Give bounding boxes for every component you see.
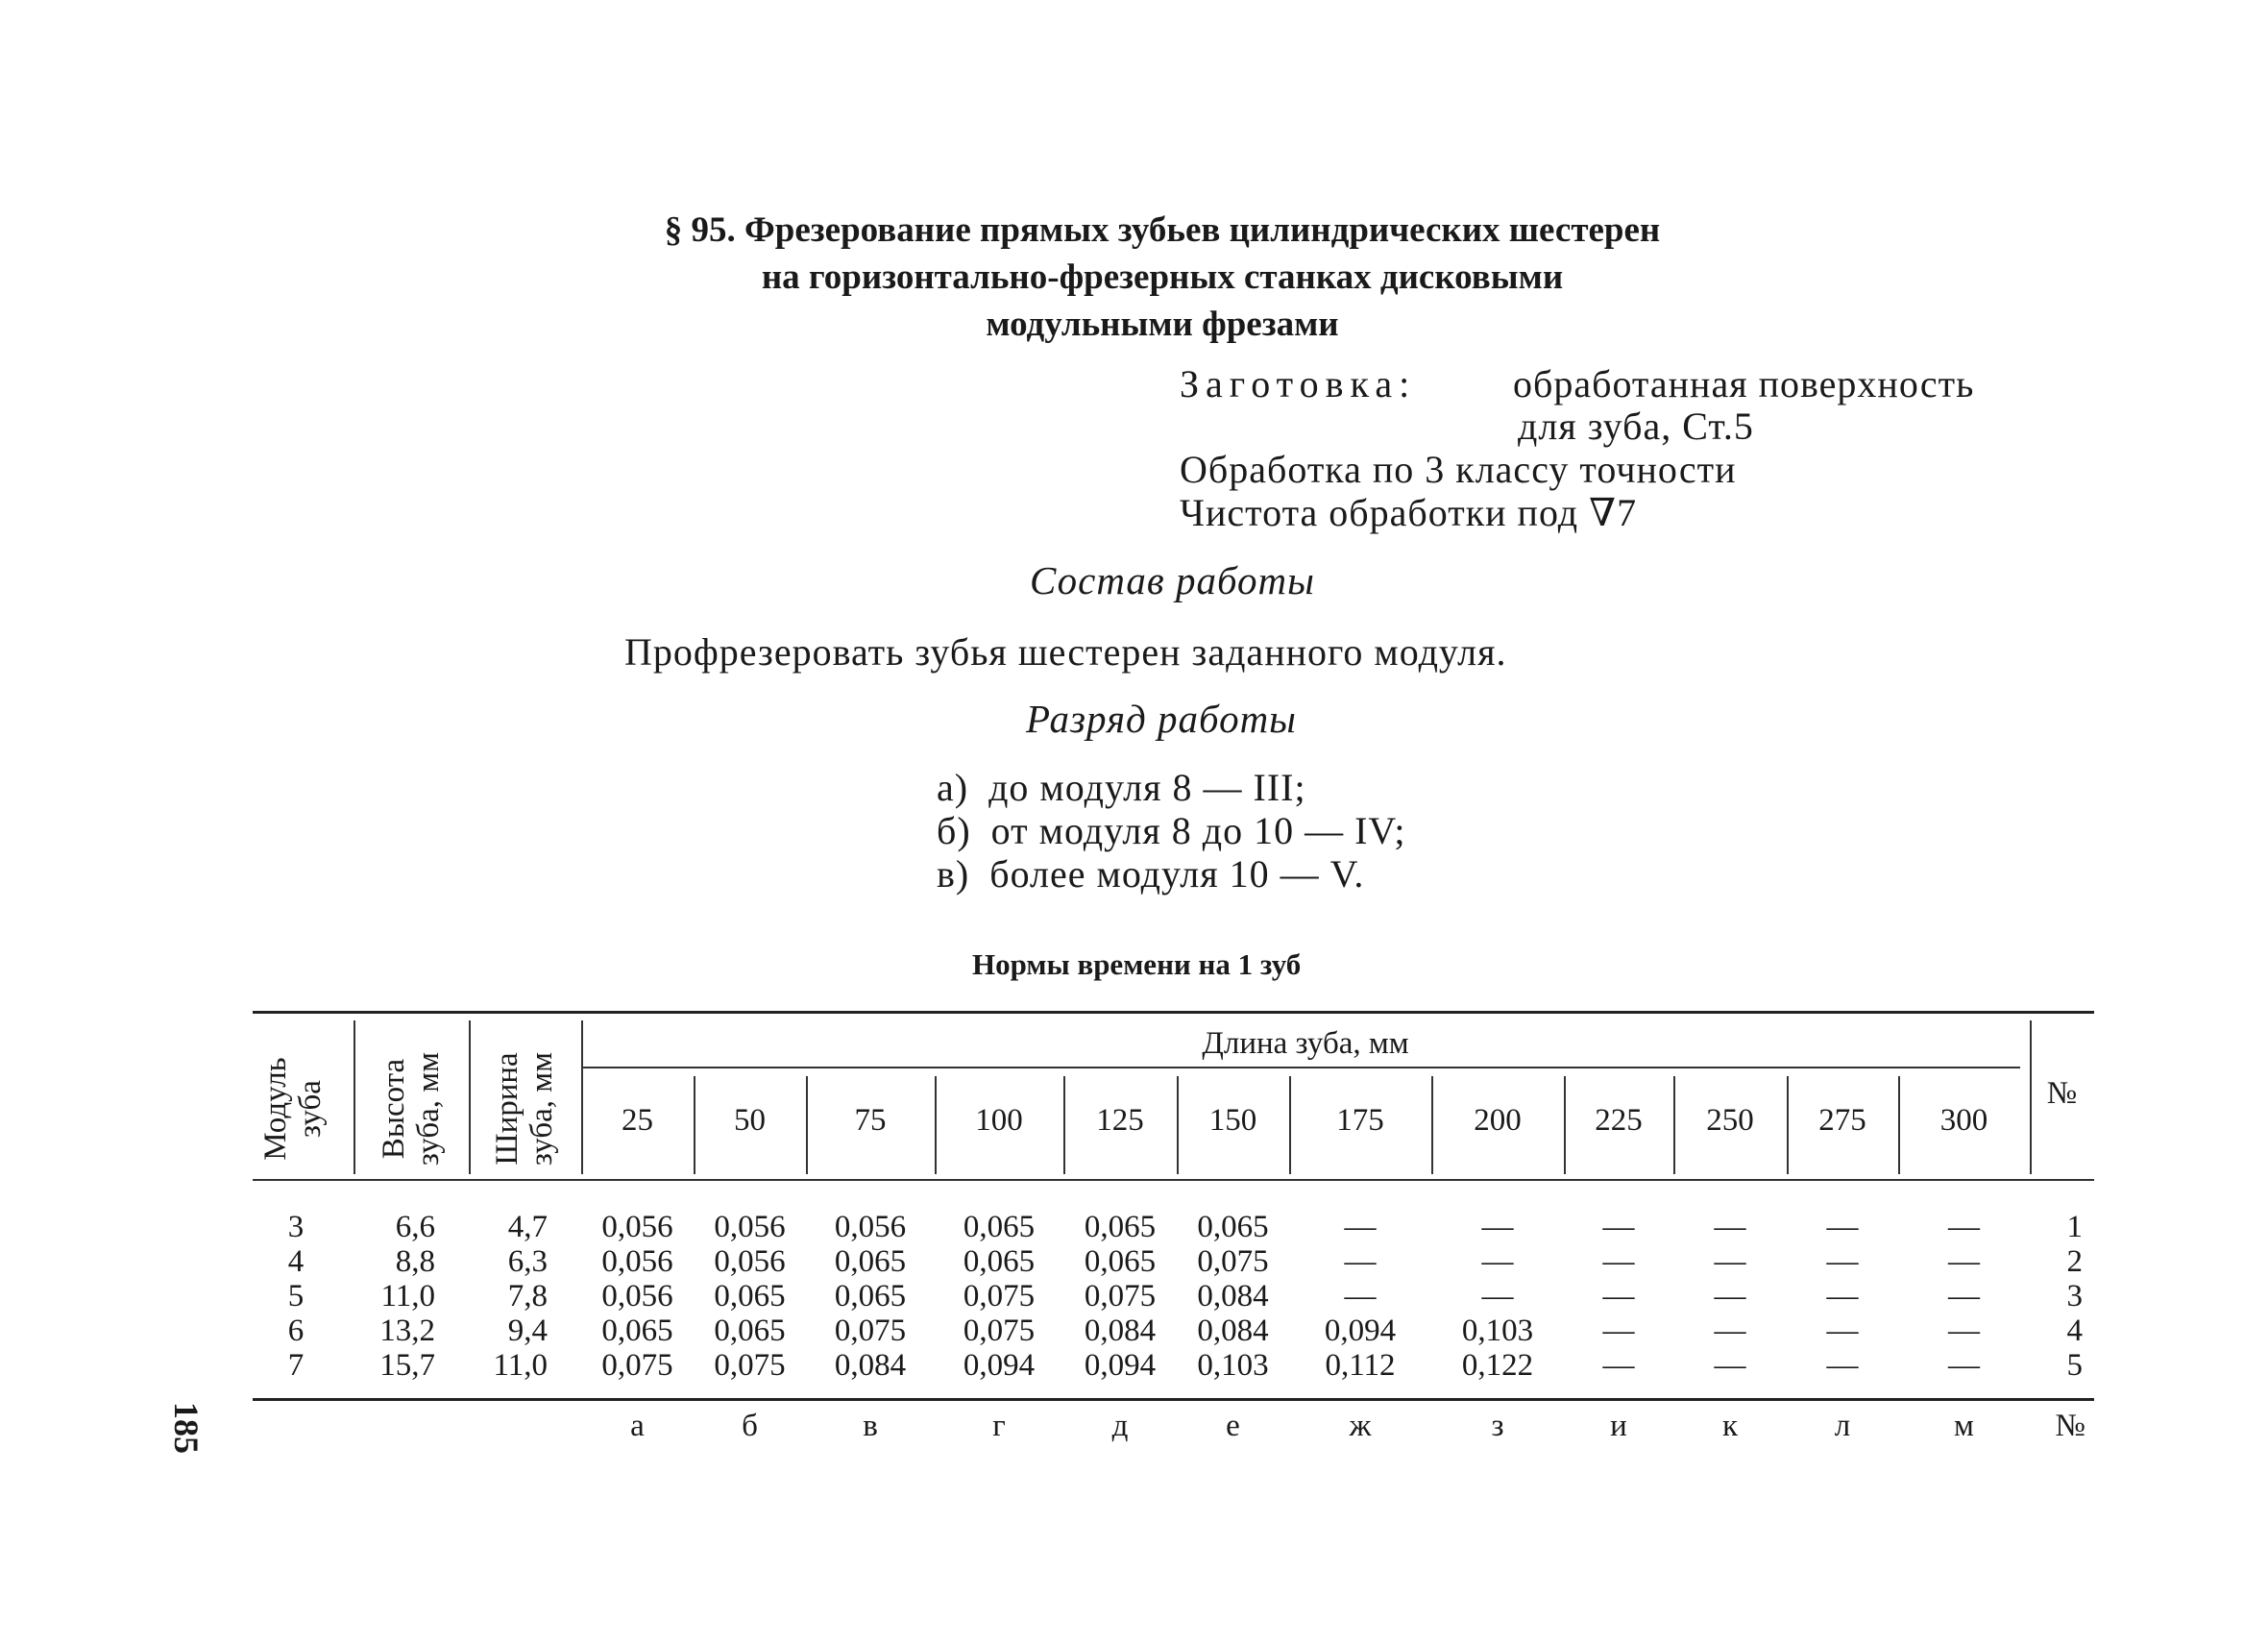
value-cell: 0,075 [963, 1279, 1036, 1314]
footer-letter: к [1721, 1409, 1739, 1443]
grade-mark: б) [937, 809, 971, 852]
value-cell: — [1481, 1210, 1514, 1244]
length-header: 200 [1474, 1103, 1522, 1138]
height-cell: 11,0 [380, 1279, 435, 1314]
work-heading: Состав работы [1030, 558, 1315, 602]
value-cell: 0,056 [714, 1210, 786, 1244]
width-header-line2: зуба, мм [524, 1051, 559, 1166]
surface-finish: Чистота обработки под ∇7 [1180, 491, 1638, 534]
length-header: 25 [622, 1103, 653, 1138]
value-cell: — [1344, 1210, 1377, 1244]
value-cell: 0,056 [601, 1210, 673, 1244]
length-header: 75 [854, 1103, 887, 1138]
width-cell: 4,7 [507, 1210, 548, 1244]
grade-item-a [937, 765, 1306, 810]
width-cell: 9,4 [507, 1314, 548, 1348]
width-cell: 11,0 [493, 1348, 548, 1383]
row-number-cell: 1 [2066, 1210, 2083, 1244]
value-cell: 0,056 [601, 1279, 673, 1314]
number-header: № [2046, 1076, 2078, 1111]
value-cell: 0,112 [1325, 1348, 1396, 1383]
page-number: 185 [167, 1402, 206, 1454]
footer-letter: в [863, 1409, 878, 1443]
value-cell: 0,065 [963, 1244, 1036, 1279]
length-header: 300 [1939, 1103, 1988, 1138]
height-cell: 6,6 [395, 1210, 435, 1244]
value-cell: 0,065 [1197, 1210, 1269, 1244]
header-divider [469, 1020, 471, 1174]
blank-value-line2: для зуба, Ст.5 [1518, 405, 1754, 448]
value-cell: 0,084 [1197, 1279, 1269, 1314]
value-cell: 0,075 [1197, 1244, 1269, 1279]
value-cell: — [1826, 1314, 1859, 1348]
length-header: 275 [1818, 1103, 1866, 1138]
value-cell: — [1826, 1348, 1859, 1383]
module-cell: 3 [287, 1210, 305, 1244]
value-cell: 0,056 [834, 1210, 907, 1244]
value-cell: — [1948, 1348, 1980, 1383]
value-cell: — [1344, 1244, 1377, 1279]
width-cell: 7,8 [507, 1279, 548, 1314]
value-cell: 0,056 [601, 1244, 673, 1279]
module-cell: 7 [287, 1348, 305, 1383]
value-cell: — [1714, 1210, 1746, 1244]
footer-letter: г [992, 1409, 1006, 1443]
value-cell: 0,075 [714, 1348, 786, 1383]
length-group-rule [581, 1067, 2020, 1068]
value-cell: 0,065 [834, 1244, 907, 1279]
value-cell: 0,065 [834, 1279, 907, 1314]
module-header-line2: зуба [293, 1080, 328, 1138]
title-line-1: § 95. Фрезерование прямых зубьев цилиндрических шестерен [664, 210, 1661, 250]
value-cell: 0,084 [1084, 1314, 1157, 1348]
height-cell: 13,2 [379, 1314, 435, 1348]
accuracy-class: Обработка по 3 классу точности [1180, 448, 1737, 491]
value-cell: — [1481, 1279, 1514, 1314]
value-cell: — [1714, 1244, 1746, 1279]
value-cell: — [1826, 1210, 1859, 1244]
value-cell: 0,075 [834, 1314, 907, 1348]
value-cell: — [1602, 1348, 1635, 1383]
value-cell: 0,094 [1084, 1348, 1157, 1383]
title-line-3: модульными фрезами [986, 305, 1339, 344]
blank-value-line1: обработанная поверхность [1513, 362, 1975, 405]
footer-letter: з [1491, 1409, 1504, 1443]
row-number-cell: 2 [2066, 1244, 2083, 1279]
value-cell: — [1948, 1210, 1980, 1244]
footer-letter: д [1111, 1409, 1129, 1443]
footer-letter: л [1834, 1409, 1851, 1443]
row-number-cell: 4 [2066, 1314, 2083, 1348]
footer-letter: и [1610, 1409, 1627, 1443]
grade-item-b [937, 808, 1405, 853]
value-cell: 0,122 [1461, 1348, 1534, 1383]
footer-number: № [2055, 1409, 2085, 1443]
grade-item-c [937, 851, 1364, 896]
row-number-cell: 5 [2066, 1348, 2083, 1383]
row-number-cell: 3 [2066, 1279, 2083, 1314]
module-header [258, 1032, 328, 1186]
footer-letter: б [742, 1409, 758, 1443]
value-cell: — [1948, 1244, 1980, 1279]
footer-letter: а [630, 1409, 645, 1443]
table-bottom-rule [253, 1398, 2094, 1401]
grade-mark: в) [937, 852, 970, 896]
value-cell: — [1602, 1244, 1635, 1279]
table-top-rule [253, 1011, 2094, 1014]
value-cell: 0,065 [1084, 1210, 1157, 1244]
length-group-header: Длина зуба, мм [1202, 1026, 1409, 1061]
height-cell: 15,7 [379, 1348, 435, 1383]
footer-letter: м [1954, 1409, 1974, 1443]
length-header: 175 [1336, 1103, 1384, 1138]
value-cell: 0,075 [1084, 1279, 1157, 1314]
table-caption: Нормы времени на 1 зуб [972, 947, 1302, 981]
grade-text: от модуля 8 до 10 — IV; [990, 809, 1406, 852]
height-header [377, 1032, 446, 1186]
value-cell: 0,065 [601, 1314, 673, 1348]
value-cell: 0,094 [963, 1348, 1036, 1383]
blank-label: Заготовка: [1180, 362, 1417, 405]
module-cell: 4 [287, 1244, 305, 1279]
value-cell: — [1714, 1279, 1746, 1314]
value-cell: 0,094 [1324, 1314, 1397, 1348]
grade-text: более модуля 10 — V. [989, 852, 1365, 896]
length-header: 50 [734, 1103, 766, 1138]
value-cell: — [1714, 1314, 1746, 1348]
height-cell: 8,8 [395, 1244, 435, 1279]
value-cell: — [1948, 1279, 1980, 1314]
module-cell: 6 [287, 1314, 305, 1348]
value-cell: 0,103 [1461, 1314, 1534, 1348]
width-header-line1: Ширина [490, 1052, 524, 1166]
value-cell: 0,065 [1084, 1244, 1157, 1279]
value-cell: — [1714, 1348, 1746, 1383]
length-header: 150 [1208, 1103, 1257, 1138]
value-cell: — [1826, 1244, 1859, 1279]
header-divider [354, 1020, 355, 1174]
value-cell: 0,084 [1197, 1314, 1269, 1348]
value-cell: 0,084 [834, 1348, 907, 1383]
width-header [490, 1032, 559, 1186]
title-line-2: на горизонтально-фрезерных станках дисковыми [761, 258, 1564, 297]
section-title [538, 207, 1787, 348]
value-cell: 0,075 [601, 1348, 673, 1383]
value-cell: — [1344, 1279, 1377, 1314]
width-cell: 6,3 [507, 1244, 548, 1279]
value-cell: 0,065 [963, 1210, 1036, 1244]
value-cell: — [1826, 1279, 1859, 1314]
value-cell: — [1602, 1314, 1635, 1348]
value-cell: 0,056 [714, 1244, 786, 1279]
module-header-line1: Модуль [258, 1057, 293, 1161]
length-header: 250 [1706, 1103, 1754, 1138]
length-header: 225 [1595, 1103, 1643, 1138]
height-header-line1: Высота [377, 1058, 411, 1160]
grade-heading: Разряд работы [1026, 697, 1297, 741]
value-cell: — [1481, 1244, 1514, 1279]
value-cell: 0,075 [963, 1314, 1036, 1348]
work-text: Профрезеровать зубья шестерен заданного модуля. [624, 630, 1507, 674]
module-cell: 5 [287, 1279, 305, 1314]
footer-letter: е [1226, 1409, 1240, 1443]
footer-letter: ж [1349, 1409, 1372, 1443]
value-cell: 0,103 [1197, 1348, 1269, 1383]
length-header: 125 [1096, 1103, 1144, 1138]
value-cell: — [1602, 1210, 1635, 1244]
grade-text: до модуля 8 — III; [988, 766, 1306, 809]
value-cell: — [1602, 1279, 1635, 1314]
grade-mark: а) [937, 766, 969, 809]
value-cell: 0,065 [714, 1314, 786, 1348]
length-header: 100 [975, 1103, 1023, 1138]
value-cell: 0,065 [714, 1279, 786, 1314]
value-cell: — [1948, 1314, 1980, 1348]
height-header-line2: зуба, мм [411, 1051, 446, 1166]
